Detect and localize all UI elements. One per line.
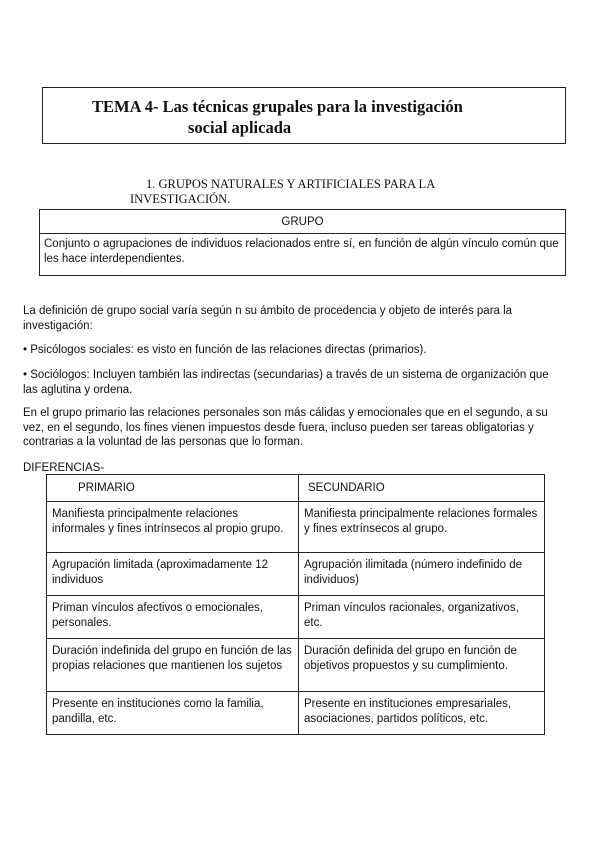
table-cell: Manifiesta principalmente relaciones informales y fines intrínsecos al propio grupo. <box>47 502 299 553</box>
title-line-2: social aplicada <box>188 118 292 137</box>
table-header-row <box>47 475 545 502</box>
title-line-1: TEMA 4- Las técnicas grupales para la investigación <box>92 97 463 116</box>
grupo-header: GRUPO <box>40 210 566 234</box>
table-cell: Presente en instituciones empresariales, asociaciones, partidos políticos, etc. <box>299 692 545 735</box>
table-row <box>47 692 545 735</box>
table-cell: Duración definida del grupo en función de objetivos propuestos y su cumplimiento. <box>299 639 545 692</box>
table-cell: Manifiesta principalmente relaciones formales y fines extrínsecos al grupo. <box>299 502 545 553</box>
table-cell: Agrupación ilimitada (número indefinido de individuos) <box>299 553 545 596</box>
table-cell: Presente en instituciones como la familia, pandilla, etc. <box>47 692 299 735</box>
table-row <box>47 553 545 596</box>
column-header-secundario: SECUNDARIO <box>299 475 545 502</box>
table-row <box>47 502 545 553</box>
bullet-psicologos: • Psicólogos sociales: es visto en función de las relaciones directas (primarios). <box>23 344 427 356</box>
differences-table <box>46 474 545 735</box>
differences-label: DIFERENCIAS- <box>23 462 105 474</box>
bullet-sociologos: • Sociólogos: Incluyen también las indirectas (secundarias) a través de un sistema de organización que las aglutina y ordena. <box>23 369 549 396</box>
column-header-primario: PRIMARIO <box>47 475 299 502</box>
table-cell: Duración indefinida del grupo en función de las propias relaciones que mantienen los sujetos <box>47 639 299 692</box>
table-cell: Priman vínculos racionales, organizativos, etc. <box>299 596 545 639</box>
grupo-definition: Conjunto o agrupaciones de individuos relacionados entre sí, en función de algún vínculo común que les hace interdependientes. <box>40 234 566 276</box>
table-row <box>47 639 545 692</box>
paragraph-primary-vs-secondary: En el grupo primario las relaciones personales son más cálidas y emocionales que en el segundo, a su vez, en el segundo, los fines vienen impuestos desde fuera, incluso pueden ser tareas obligatorias y contrarias a la voluntad de las personas que lo forman. <box>23 407 548 448</box>
grupo-definition-box <box>39 209 566 276</box>
title-box <box>42 87 566 144</box>
paragraph-definition: La definición de grupo social varía según n su ámbito de procedencia y objeto de interés para la investigación: <box>23 305 513 332</box>
section-heading: 1. GRUPOS NATURALES Y ARTIFICIALES PARA LA INVESTIGACIÓN. <box>130 177 435 206</box>
table-cell: Priman vínculos afectivos o emocionales, personales. <box>47 596 299 639</box>
table-row <box>47 596 545 639</box>
table-cell: Agrupación limitada (aproximadamente 12 individuos <box>47 553 299 596</box>
